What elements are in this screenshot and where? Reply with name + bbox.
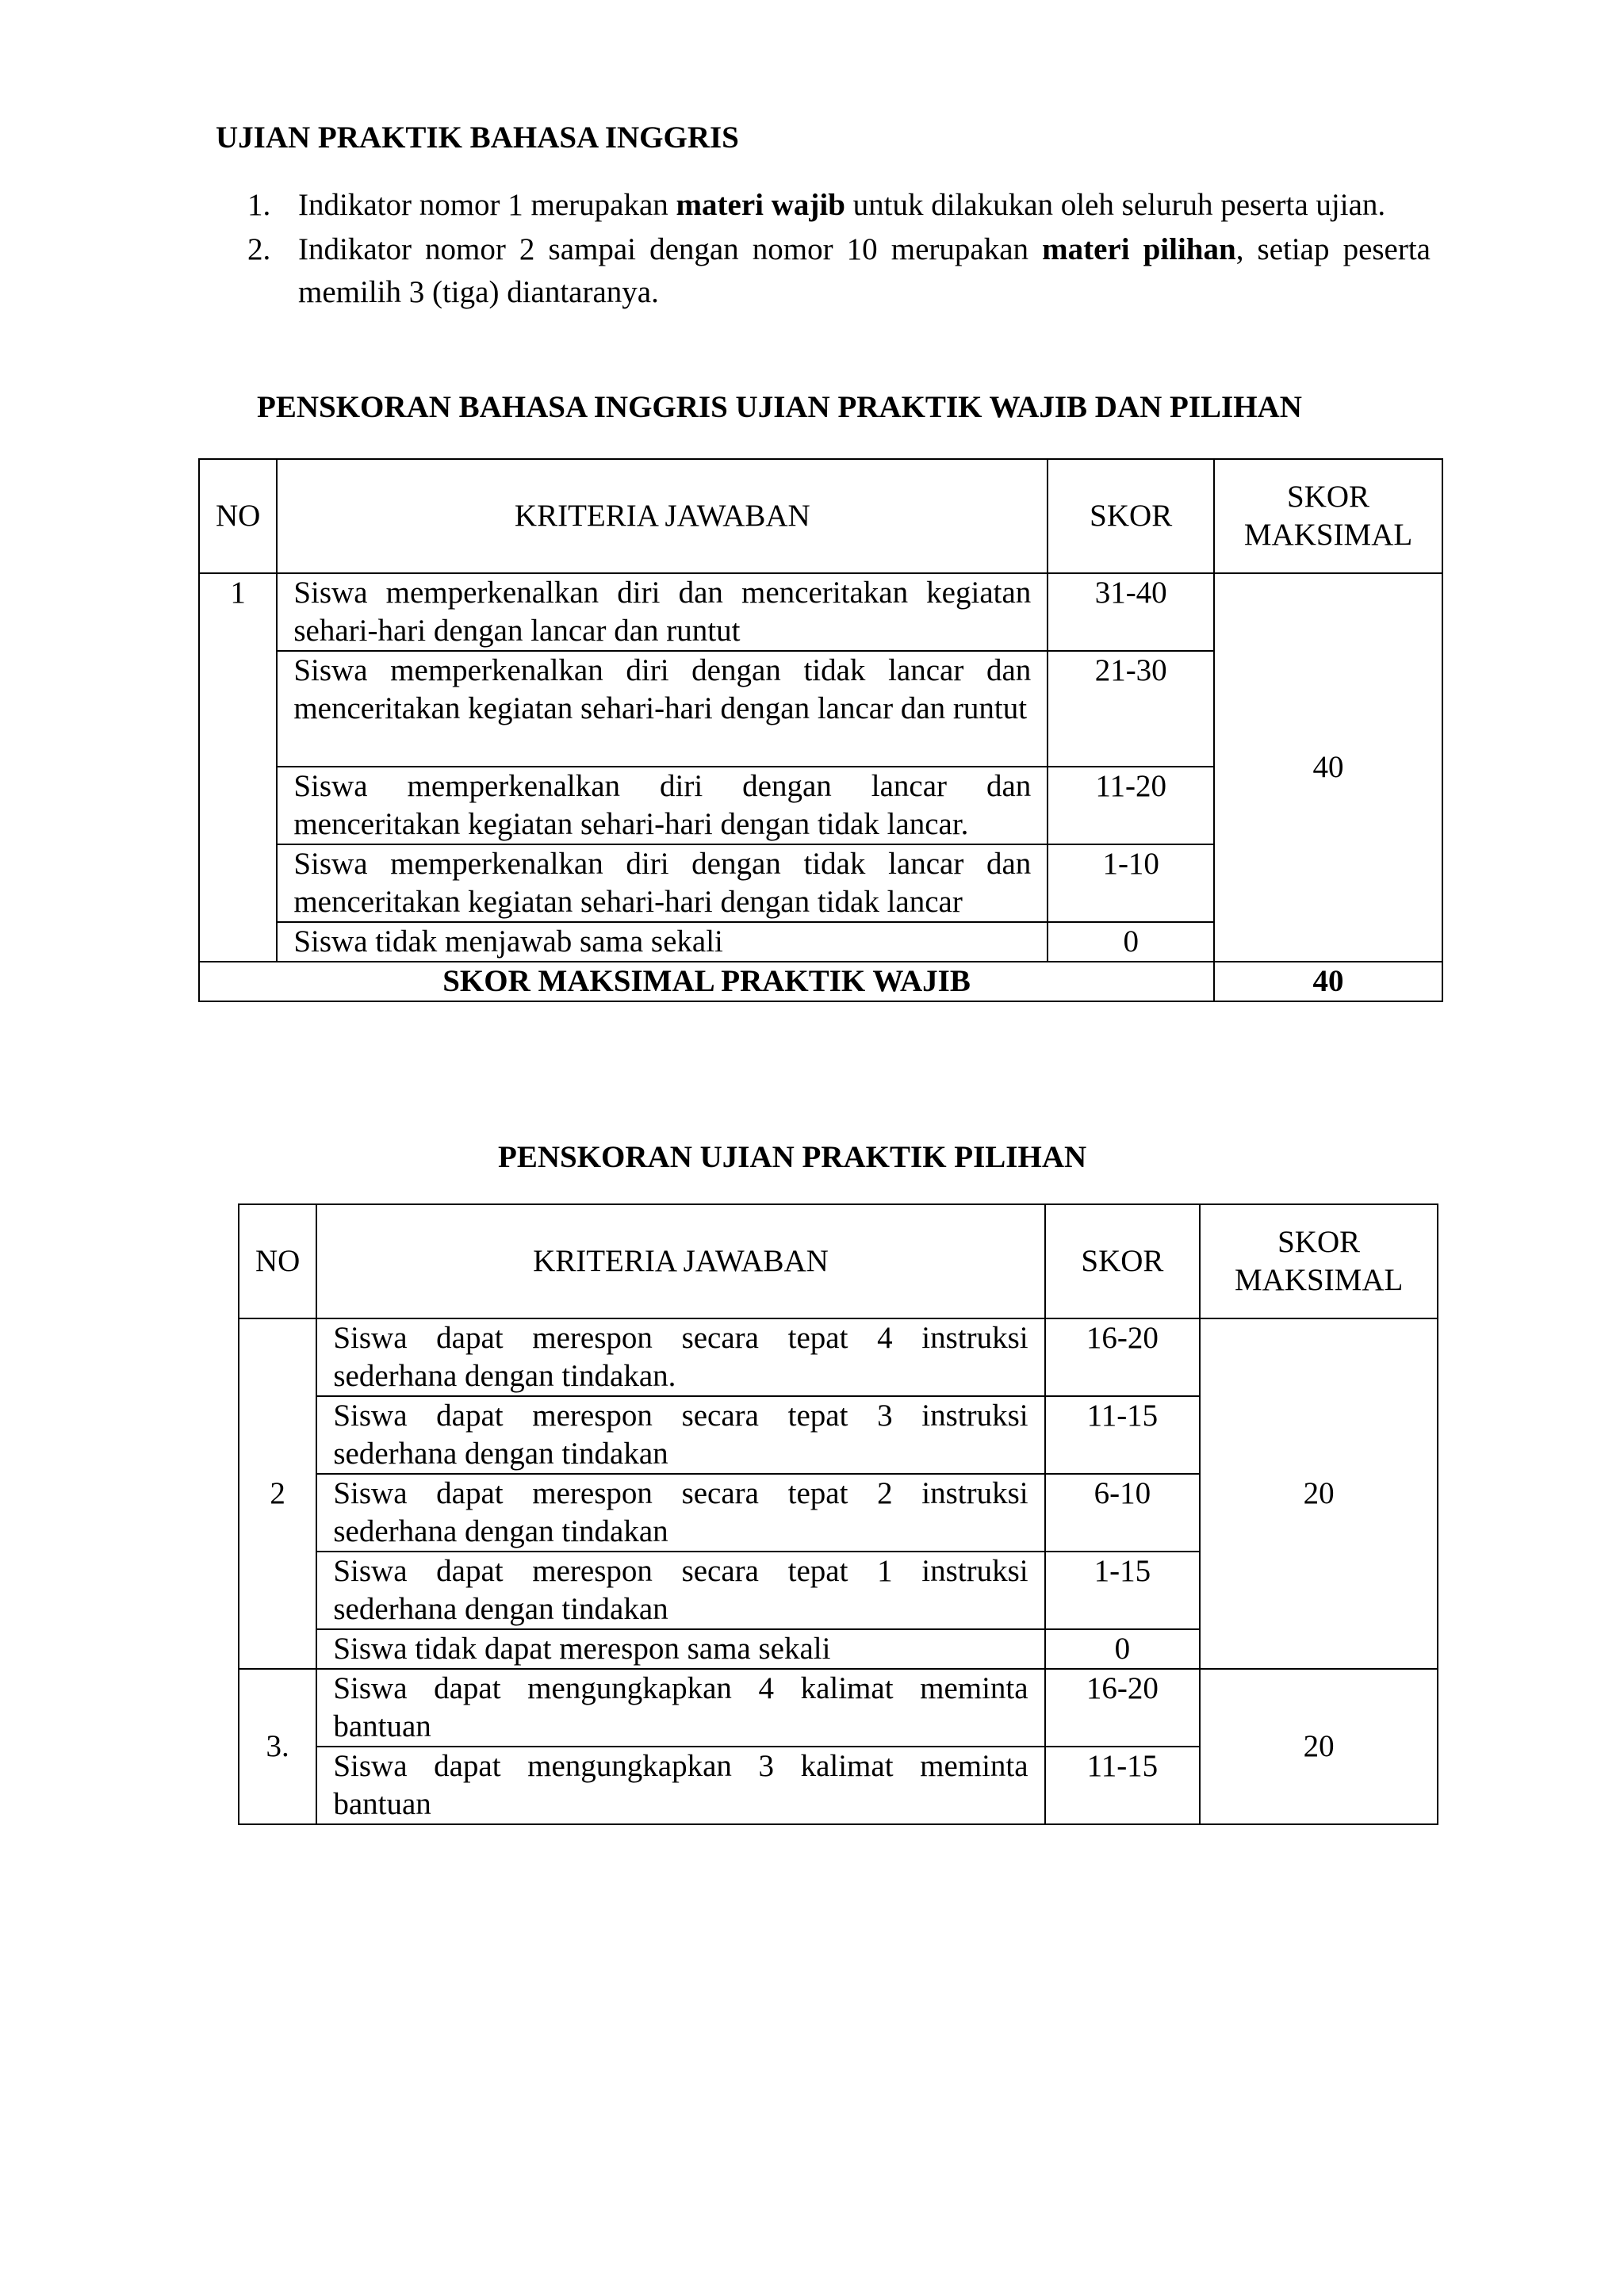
footer-value: 40 xyxy=(1214,962,1442,1001)
criteria-cell: Siswa dapat merespon secara tepat 2 instruksi sederhana dengan tindakan xyxy=(316,1474,1044,1552)
criteria-cell: Siswa dapat merespon secara tepat 1 instruksi sederhana dengan tindakan xyxy=(316,1552,1044,1629)
header-score: SKOR xyxy=(1045,1204,1201,1318)
criteria-cell: Siswa memperkenalkan diri dengan tidak lancar dan menceritakan kegiatan sehari-hari dengan tidak lancar xyxy=(277,844,1048,922)
score-cell: 1-10 xyxy=(1048,844,1214,922)
max-score-cell: 20 xyxy=(1200,1318,1438,1669)
row-number: 3. xyxy=(239,1669,316,1824)
criteria-cell: Siswa memperkenalkan diri dengan tidak lancar dan menceritakan kegiatan sehari-hari dengan lancar dan runtut xyxy=(277,651,1048,767)
row-number: 1 xyxy=(199,573,277,962)
score-cell: 11-15 xyxy=(1045,1747,1201,1824)
scoring-table-wajib xyxy=(198,458,1443,1002)
instruction-item xyxy=(247,228,1431,314)
instruction-emphasis: materi wajib xyxy=(676,188,845,222)
max-score-cell: 40 xyxy=(1214,573,1442,962)
header-criteria: KRITERIA JAWABAN xyxy=(277,459,1048,573)
header-criteria: KRITERIA JAWABAN xyxy=(316,1204,1044,1318)
score-cell: 6-10 xyxy=(1045,1474,1201,1552)
score-cell: 16-20 xyxy=(1045,1318,1201,1396)
score-cell: 31-40 xyxy=(1048,573,1214,651)
header-no: NO xyxy=(239,1204,316,1318)
header-max-score xyxy=(1214,459,1442,573)
header-no: NO xyxy=(199,459,277,573)
instruction-item xyxy=(247,184,1431,227)
score-cell: 21-30 xyxy=(1048,651,1214,767)
header-max-line: MAKSIMAL xyxy=(1243,518,1413,552)
criteria-cell: Siswa tidak menjawab sama sekali xyxy=(277,922,1048,962)
score-cell: 1-15 xyxy=(1045,1552,1201,1629)
header-max-score xyxy=(1200,1204,1438,1318)
table-footer-row xyxy=(199,962,1442,1001)
instruction-text: Indikator nomor 2 sampai dengan nomor 10 merupakan xyxy=(298,232,1043,266)
instruction-list xyxy=(247,184,1431,314)
score-cell: 0 xyxy=(1048,922,1214,962)
instruction-text: , setiap peserta memilih 3 (tiga) diantaranya. xyxy=(298,232,1431,309)
table-header-row xyxy=(199,459,1442,573)
criteria-cell: Siswa memperkenalkan diri dan menceritakan kegiatan sehari-hari dengan lancar dan runtut xyxy=(277,573,1048,651)
header-max-line: SKOR xyxy=(1287,480,1370,514)
score-cell: 16-20 xyxy=(1045,1669,1201,1747)
criteria-cell: Siswa dapat mengungkapkan 4 kalimat meminta bantuan xyxy=(316,1669,1044,1747)
header-score: SKOR xyxy=(1048,459,1214,573)
score-cell: 0 xyxy=(1045,1629,1201,1669)
footer-label: SKOR MAKSIMAL PRAKTIK WAJIB xyxy=(199,962,1214,1001)
header-max-line: MAKSIMAL xyxy=(1234,1263,1404,1297)
section-title-wajib: PENSKORAN BAHASA INGGRIS UJIAN PRAKTIK WAJIB DAN PILIHAN xyxy=(257,390,1302,424)
instruction-text: Indikator nomor 1 merupakan xyxy=(298,188,676,222)
table-header-row xyxy=(239,1204,1438,1318)
instruction-emphasis: materi pilihan xyxy=(1042,232,1236,266)
score-cell: 11-15 xyxy=(1045,1396,1201,1474)
row-number: 2 xyxy=(239,1318,316,1669)
header-max-line: SKOR xyxy=(1277,1225,1361,1259)
max-score-cell: 20 xyxy=(1200,1669,1438,1824)
criteria-cell: Siswa dapat mengungkapkan 3 kalimat meminta bantuan xyxy=(316,1747,1044,1824)
table-row xyxy=(239,1318,1438,1396)
table-row xyxy=(239,1669,1438,1747)
criteria-cell: Siswa dapat merespon secara tepat 3 instruksi sederhana dengan tindakan xyxy=(316,1396,1044,1474)
criteria-cell: Siswa dapat merespon secara tepat 4 instruksi sederhana dengan tindakan. xyxy=(316,1318,1044,1396)
instruction-number: 2. xyxy=(247,232,271,266)
document-title: UJIAN PRAKTIK BAHASA INGGRIS xyxy=(216,121,739,155)
instruction-number: 1. xyxy=(247,188,271,222)
table-row xyxy=(199,573,1442,651)
criteria-cell: Siswa memperkenalkan diri dengan lancar dan menceritakan kegiatan sehari-hari dengan tidak lancar. xyxy=(277,767,1048,844)
criteria-cell: Siswa tidak dapat merespon sama sekali xyxy=(316,1629,1044,1669)
section-title-pilihan: PENSKORAN UJIAN PRAKTIK PILIHAN xyxy=(498,1140,1087,1174)
score-cell: 11-20 xyxy=(1048,767,1214,844)
instruction-text: untuk dilakukan oleh seluruh peserta ujian. xyxy=(845,188,1386,222)
scoring-table-pilihan xyxy=(238,1203,1438,1825)
